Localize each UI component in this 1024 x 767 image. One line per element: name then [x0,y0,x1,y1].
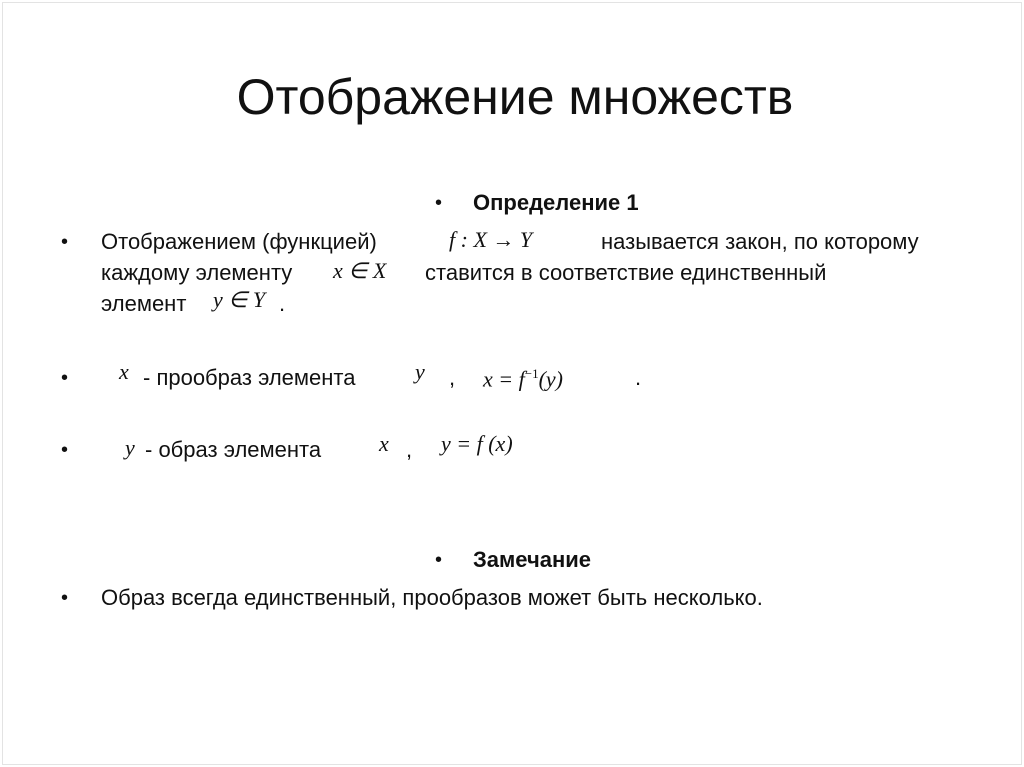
preimage-comma: , [449,365,456,390]
bullet: • [61,439,69,461]
inverse-formula [483,359,563,394]
image-formula: y = f (x) [441,431,513,456]
inverse-formula-lhs: x = f [483,366,525,392]
preimage-line [3,359,1024,393]
bullet: • [61,231,69,253]
definition-rest-2: ставится в соответствие единственный [425,260,827,285]
definition-text-1: Отображением (функцией) [101,229,377,254]
preimage-elem: y [415,359,425,384]
remark-line [3,583,1024,613]
definition-heading: Определение 1 [473,190,639,215]
remark-heading: Замечание [473,547,592,572]
definition-line-2 [3,258,1024,288]
bullet: • [61,587,69,609]
slide-title: Отображение множеств [236,69,794,125]
image-elem: x [379,431,389,456]
definition-line-1 [3,227,1024,257]
image-line [3,431,1024,465]
definition-line-3 [3,289,1024,319]
inverse-exponent: −1 [524,366,539,381]
bullet: • [435,192,443,214]
preimage-text: - прообраз элемента [143,365,356,390]
preimage-period: . [635,365,642,390]
image-var: y [125,435,135,460]
bullet: • [435,549,443,571]
slide-frame [2,2,1022,765]
definition-rest-1: называется закон, по которому [601,229,919,254]
remark-heading-row [3,545,1024,575]
element-of-x-formula: x ∈ X [333,258,387,283]
image-text: - образ элемента [145,437,322,462]
element-of-y-formula: y ∈ Y [213,287,266,312]
bullet: • [61,367,69,389]
image-comma: , [406,437,413,462]
definition-period: . [279,291,286,316]
definition-text-2: каждому элементу [101,260,293,285]
definition-text-3: элемент [101,291,187,316]
definition-heading-row [3,188,1024,218]
remark-text: Образ всегда единственный, прообразов может быть несколько. [101,585,763,610]
preimage-var: x [119,359,129,384]
mapping-formula: f : X → Y [449,227,533,252]
inverse-formula-rhs: (y) [538,366,563,392]
